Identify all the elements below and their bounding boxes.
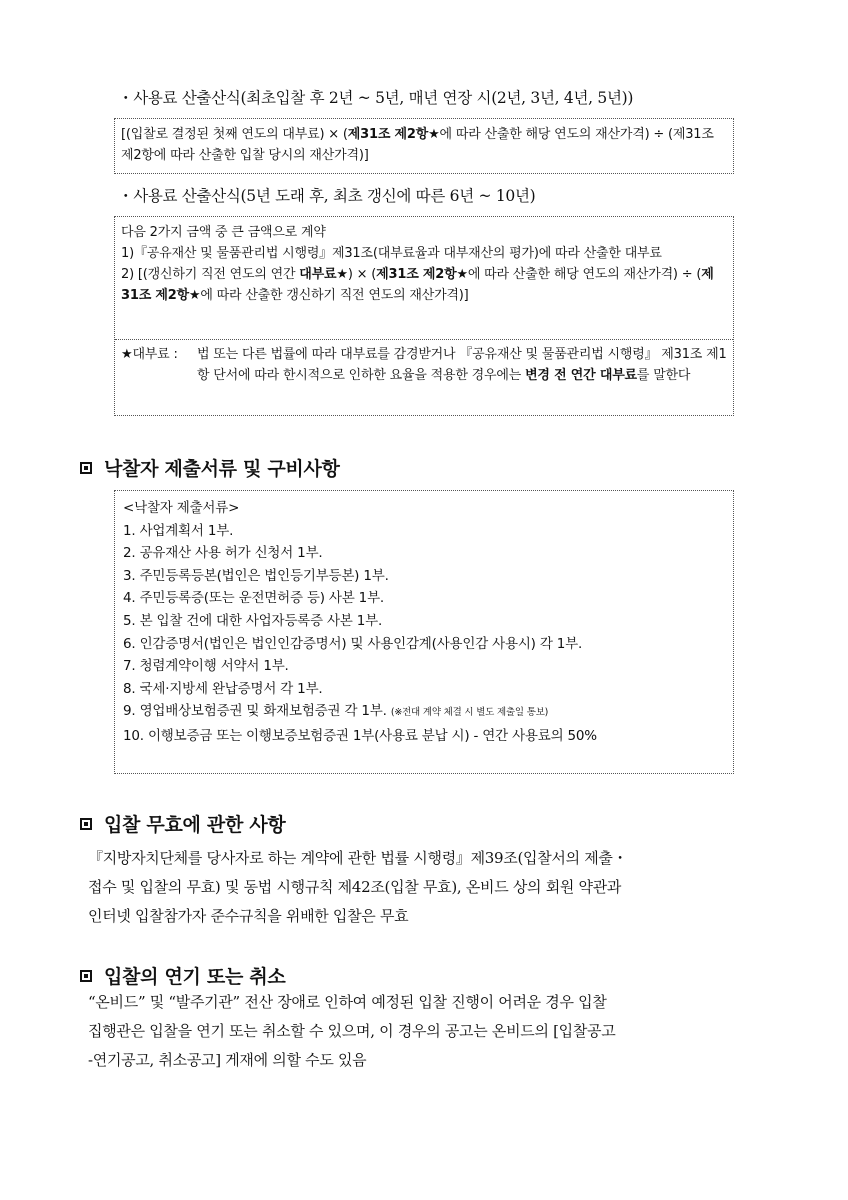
document-item: 2. 공유재산 사용 허가 신청서 1부. <box>123 545 323 562</box>
invalid-bid-paragraph: 『지방자치단체를 당사자로 하는 계약에 관한 법률 시행령』제39조(입찰서의 제출・ 접수 및 입찰의 무효) 및 동법 시행규칙 제42조(입찰 무효), 온비드 상의 회원 약관과 인터넷 입찰참가자 준수규칙을 위배한 입찰은 무효 <box>88 849 628 925</box>
document-item: 10. 이행보증금 또는 이행보증보험증권 1부(사용료 분납 시) - 연간 사용료의 50% <box>123 727 597 744</box>
document-item: 9. 영업배상보험증권 및 화재보험증권 각 1부. (※전대 계약 체결 시 별도 제출일 통보) <box>123 703 549 720</box>
fee-formula-2-line2: 1)『공유재산 및 물품관리법 시행령』제31조(대부료율과 대부재산의 평가)에 따라 산출한 대부료 <box>121 246 662 261</box>
fee-note-text: 법 또는 다른 법률에 따라 대부료를 감경받거나 『공유재산 및 물품관리법 시행령』 제31조 제1항 단서에 따라 한시적으로 인하한 요율을 적용한 경우에는 변경 전 연간 대부료를 말한다 <box>197 347 727 383</box>
document-item: 7. 청렴계약이행 서약서 1부. <box>123 658 289 675</box>
document-item: 1. 사업계획서 1부. <box>123 522 234 539</box>
section-heading-invalid-bid: 입찰 무효에 관한 사항 <box>80 810 285 837</box>
document-item: 4. 주민등록증(또는 운전면허증 등) 사본 1부. <box>123 590 385 607</box>
section-heading-documents: 낙찰자 제출서류 및 구비사항 <box>80 454 340 481</box>
postpone-cancel-paragraph: “온비드” 및 “발주기관” 전산 장애로 인하여 예정된 입찰 진행이 어려운 경우 입찰 집행관은 입찰을 연기 또는 취소할 수 있으며, 이 경우의 공고는 온비드의 [입찰공고 -연기공고, 취소공고] 게재에 의할 수도 있음 <box>88 993 616 1069</box>
fee-formula-1-text: [(입찰로 결정된 첫째 연도의 대부료) × (제31조 제2항★에 따라 산출한 해당 연도의 재산가격) ÷ (제31조 제2항에 따라 산출한 입찰 당시의 재산가격)] <box>121 127 714 163</box>
document-item: 3. 주민등록등본(법인은 법인등기부등본) 1부. <box>123 567 389 584</box>
fee-formula-2-title: ・사용료 산출산식(5년 도래 후, 최초 갱신에 따른 6년 ~ 10년) <box>118 187 536 205</box>
fee-note-box <box>115 339 733 390</box>
documents-box-title: <낙찰자 제출서류> <box>123 500 240 516</box>
fee-formula-1-title: ・사용료 산출산식(최초입찰 후 2년 ~ 5년, 매년 연장 시(2년, 3년, 4년, 5년)) <box>118 89 634 107</box>
fee-formula-2-line1: 다음 2가지 금액 중 큰 금액으로 계약 <box>121 225 326 240</box>
section-heading-postpone-cancel: 입찰의 연기 또는 취소 <box>80 962 285 989</box>
document-item: 8. 국세·지방세 완납증명서 각 1부. <box>123 680 323 697</box>
fee-note-label: ★대부료 : <box>121 347 178 362</box>
documents-box <box>114 490 734 774</box>
document-item-note: (※전대 계약 체결 시 별도 제출일 통보) <box>390 707 549 719</box>
document-item: 6. 인감증명서(법인은 법인인감증명서) 및 사용인감계(사용인감 사용시) 각 1부. <box>123 635 583 652</box>
square-bullet-icon <box>80 970 92 982</box>
square-bullet-icon <box>80 818 92 830</box>
fee-formula-2-line3: 2) [(갱신하기 직전 연도의 연간 대부료★) × (제31조 제2항★에 따라 산출한 해당 연도의 재산가격) ÷ (제31조 제2항★에 따라 산출한 갱신하기 직전 연도의 재산가격)] <box>121 267 714 303</box>
fee-formula-2-box <box>114 216 734 416</box>
document-item: 5. 본 입찰 건에 대한 사업자등록증 사본 1부. <box>123 612 383 629</box>
square-bullet-icon <box>80 462 92 474</box>
fee-formula-1-box <box>114 118 734 174</box>
